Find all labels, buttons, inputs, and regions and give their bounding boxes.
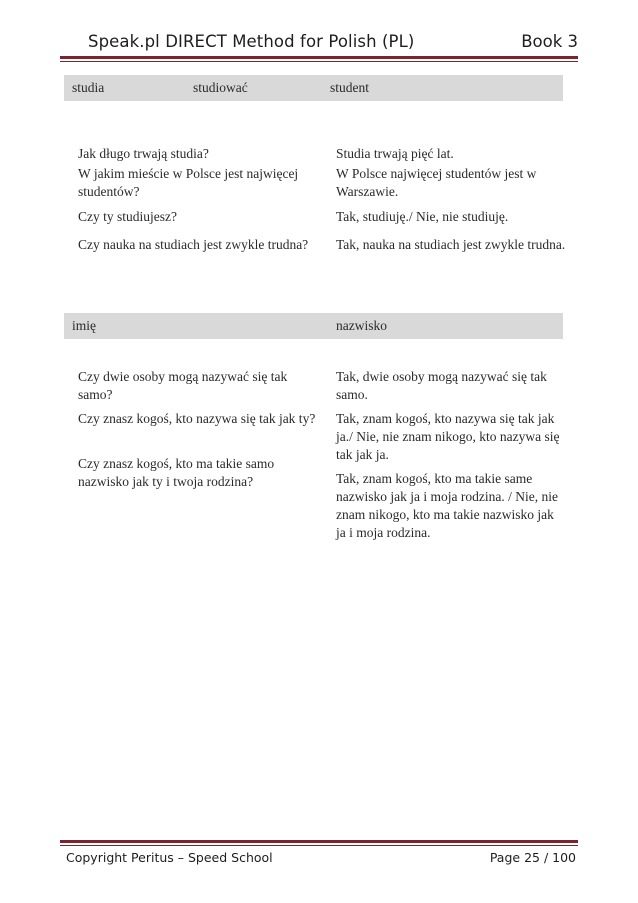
footer-copyright: Copyright Peritus – Speed School <box>66 850 273 865</box>
answer: Tak, znam kogoś, kto nazywa się tak jak ja./ Nie, nie znam nikogo, kto nazywa się tak jak ja. <box>336 411 560 462</box>
header-rule-thick <box>60 56 578 59</box>
vocab-bar-2 <box>64 313 563 339</box>
vocab-bar-1 <box>64 75 563 101</box>
answer: W Polsce najwięcej studentów jest w Warszawie. <box>336 166 537 199</box>
footer-rule-thick <box>60 840 578 843</box>
vocab-word: studia <box>72 80 105 95</box>
vocab-word: student <box>330 80 369 95</box>
vocab-word: nazwisko <box>336 318 387 333</box>
vocab-word: studiować <box>193 80 248 95</box>
answer: Tak, znam kogoś, kto ma takie same nazwisko jak ja i moja rodzina. / Nie, nie znam nikogo, kto ma takie nazwisko jak ja i moja rodzina. <box>336 471 558 540</box>
question: Czy znasz kogoś, kto nazywa się tak jak ty? <box>78 411 316 426</box>
answer: Tak, nauka na studiach jest zwykle trudna. <box>336 237 566 252</box>
footer-rule-thin <box>60 845 578 846</box>
question: Czy nauka na studiach jest zwykle trudna? <box>78 237 309 252</box>
header-title: Speak.pl DIRECT Method for Polish (PL) <box>88 32 415 51</box>
header-book-label: Book 3 <box>521 32 578 51</box>
question: Jak długo trwają studia? <box>78 146 209 161</box>
question: Czy ty studiujesz? <box>78 209 177 224</box>
question: Czy dwie osoby mogą nazywać się tak samo? <box>78 369 288 402</box>
page-number: Page 25 / 100 <box>489 850 576 865</box>
header-rule-thin <box>60 61 578 62</box>
question: Czy znasz kogoś, kto ma takie samo nazwisko jak ty i twoja rodzina? <box>78 456 275 489</box>
answer: Studia trwają pięć lat. <box>336 146 454 161</box>
answer: Tak, studiuję./ Nie, nie studiuję. <box>336 209 509 224</box>
vocab-word: imię <box>72 318 96 333</box>
question: W jakim mieście w Polsce jest najwięcej studentów? <box>78 166 299 199</box>
answer: Tak, dwie osoby mogą nazywać się tak samo. <box>336 369 547 402</box>
